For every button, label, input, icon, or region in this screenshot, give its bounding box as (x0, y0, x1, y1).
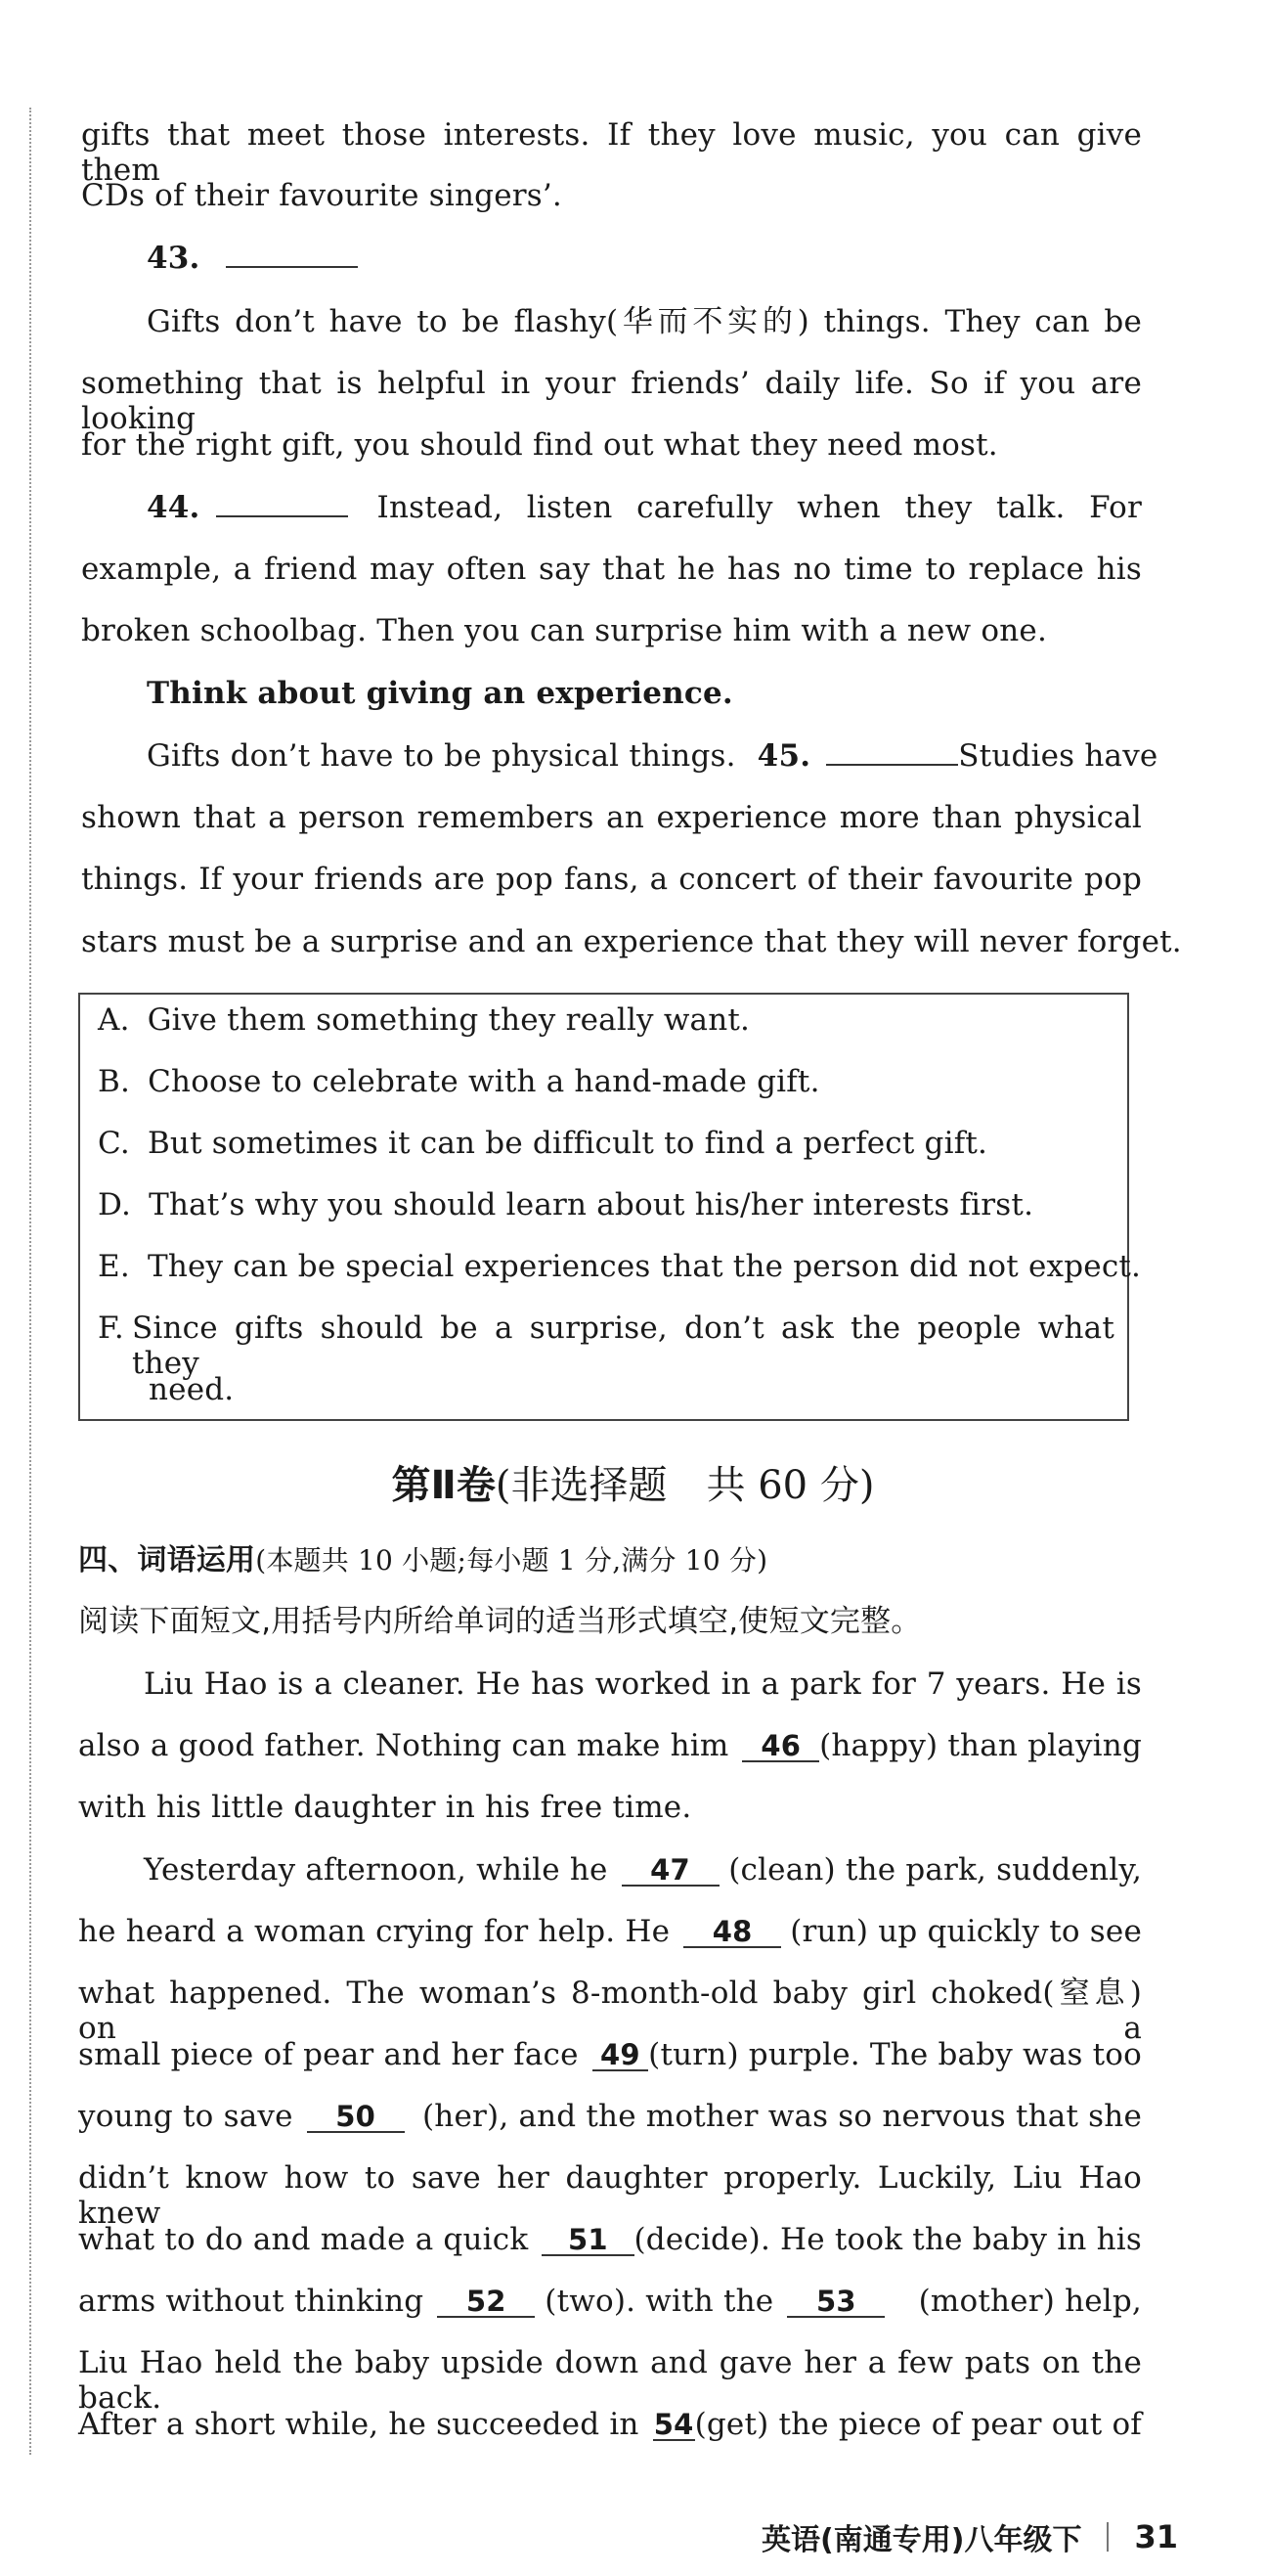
story-line (78, 2407, 1142, 2442)
story-text: arms without thinking (78, 2284, 424, 2319)
answer-blank-48[interactable]: 48 (683, 1917, 781, 1948)
story-text: young to save (78, 2099, 293, 2134)
footer-separator (1107, 2522, 1109, 2552)
story-text: he heard a woman crying for help. He (78, 1914, 671, 1949)
passage-line: stars must be a surprise and an experience that they will never forget. (81, 924, 1182, 959)
question-43 (147, 241, 358, 276)
passage-line: things. If your friends are pop fans, a concert of their favourite pop (81, 862, 1142, 897)
story-line (78, 2099, 1142, 2134)
story-text: also a good father. Nothing can make him (78, 1728, 729, 1763)
option-text: Since gifts should be a surprise, don’t ask the people what they (131, 1310, 1114, 1381)
answer-blank-45[interactable] (826, 740, 958, 766)
story-line: Liu Hao held the baby upside down and gave her a few pats on the back. (78, 2345, 1142, 2416)
passage-line: shown that a person remembers an experience more than physical (81, 800, 1142, 835)
question-number: 45. (757, 738, 811, 774)
story-text: (get) the piece of pear out of (694, 2407, 1142, 2442)
section-title-main: 第Ⅱ卷 (391, 1463, 496, 1508)
story-text: (decide). He took the baby in his (633, 2222, 1142, 2257)
story-text: (mother) help, (918, 2284, 1142, 2319)
page-number: 31 (1134, 2518, 1178, 2555)
story-text: After a short while, he succeeded in (78, 2407, 639, 2442)
section-title (0, 1462, 1266, 1509)
story-text: (turn) purple. The baby was too (648, 2037, 1142, 2072)
option-text: That’s why you should learn about his/her interests first. (149, 1187, 1034, 1222)
passage-line: broken schoolbag. Then you can surprise him with a new one. (81, 613, 1047, 648)
passage-text: Studies have (958, 738, 1158, 774)
part-heading (78, 1543, 767, 1578)
story-line (78, 1728, 1142, 1763)
option-letter: C. (98, 1126, 130, 1161)
answer-blank-49[interactable]: 49 (592, 2040, 648, 2071)
story-text: (clean) the park, suddenly, (728, 1852, 1142, 1888)
option-f[interactable] (98, 1310, 1114, 1381)
option-a[interactable] (98, 1002, 750, 1038)
passage-line: example, a friend may often say that he has no time to replace his (81, 552, 1142, 587)
option-e[interactable] (98, 1249, 1141, 1284)
option-b[interactable] (98, 1064, 820, 1099)
option-letter: B. (98, 1064, 131, 1099)
story-text: small piece of pear and her face (78, 2037, 579, 2072)
passage-line: gifts that meet those interests. If they love music, you can give them (81, 117, 1142, 188)
option-letter: A. (98, 1002, 130, 1038)
answer-blank-44[interactable] (216, 492, 348, 517)
binding-margin-rule (29, 108, 31, 2455)
answer-blank-51[interactable]: 51 (542, 2225, 633, 2256)
answer-blank-52[interactable]: 52 (437, 2287, 535, 2318)
answer-blank-47[interactable]: 47 (622, 1855, 720, 1887)
subheading: Think about giving an experience. (147, 676, 733, 711)
story-text: what to do and made a quick (78, 2222, 529, 2257)
story-line: what happened. The woman’s 8-month-old baby girl choked(窒息) on a (78, 1976, 1142, 2046)
option-letter: F. (98, 1310, 124, 1346)
story-text: (two). with the (545, 2284, 774, 2319)
passage-line: Instead, listen carefully when they talk. For (376, 490, 1142, 525)
story-line: didn’t know how to save her daughter properly. Luckily, Liu Hao knew (78, 2160, 1142, 2231)
story-line (78, 1914, 1142, 1949)
part-heading-main: 四、词语运用 (78, 1543, 256, 1577)
option-text: Choose to celebrate with a hand-made gift. (148, 1064, 820, 1099)
story-line: Liu Hao is a cleaner. He has worked in a park for 7 years. He is (144, 1666, 1142, 1702)
option-f-cont: need. (149, 1372, 235, 1407)
story-line: with his little daughter in his free time. (78, 1790, 692, 1825)
answer-blank-53[interactable]: 53 (787, 2287, 885, 2318)
question-45-line (147, 738, 1158, 774)
passage-text: Gifts don’t have to be physical things. (147, 738, 736, 774)
book-title: 英语(南通专用)八年级下 (762, 2523, 1082, 2557)
option-d[interactable] (98, 1187, 1033, 1222)
story-line (144, 1852, 1142, 1888)
passage-line: for the right gift, you should find out what they need most. (81, 427, 998, 463)
passage-line: something that is helpful in your friends’ daily life. So if you are looking (81, 366, 1142, 436)
story-line (78, 2222, 1142, 2257)
answer-blank-50[interactable]: 50 (307, 2102, 405, 2133)
answer-blank-54[interactable]: 54 (653, 2408, 694, 2441)
story-text: (her), and the mother was so nervous that she (422, 2099, 1142, 2134)
story-text: (run) up quickly to see (790, 1914, 1142, 1949)
page-footer (762, 2515, 1178, 2558)
option-text: But sometimes it can be difficult to find a perfect gift. (147, 1126, 988, 1161)
story-line (78, 2284, 1142, 2319)
story-text: (happy) than playing (819, 1728, 1142, 1763)
section-title-sub: (非选择题 共 60 分) (495, 1463, 875, 1508)
passage-line: CDs of their favourite singers’. (81, 178, 562, 213)
option-letter: E. (98, 1249, 130, 1284)
answer-blank-43[interactable] (226, 243, 358, 268)
story-text: Yesterday afternoon, while he (144, 1852, 608, 1888)
answer-blank-46[interactable]: 46 (742, 1731, 819, 1762)
question-number: 43. (147, 241, 200, 276)
part-heading-sub: (本题共 10 小题;每小题 1 分,满分 10 分) (255, 1544, 768, 1577)
question-44 (147, 490, 1142, 525)
instruction: 阅读下面短文,用括号内所给单词的适当形式填空,使短文完整。 (78, 1604, 922, 1639)
story-line (78, 2037, 1142, 2072)
passage-line: Gifts don’t have to be flashy(华而不实的) things. They can be (147, 304, 1142, 339)
question-number: 44. (147, 490, 200, 525)
option-c[interactable] (98, 1126, 987, 1161)
option-letter: D. (98, 1187, 132, 1222)
option-text: Give them something they really want. (147, 1002, 751, 1038)
option-text: They can be special experiences that the person did not expect. (147, 1249, 1142, 1284)
